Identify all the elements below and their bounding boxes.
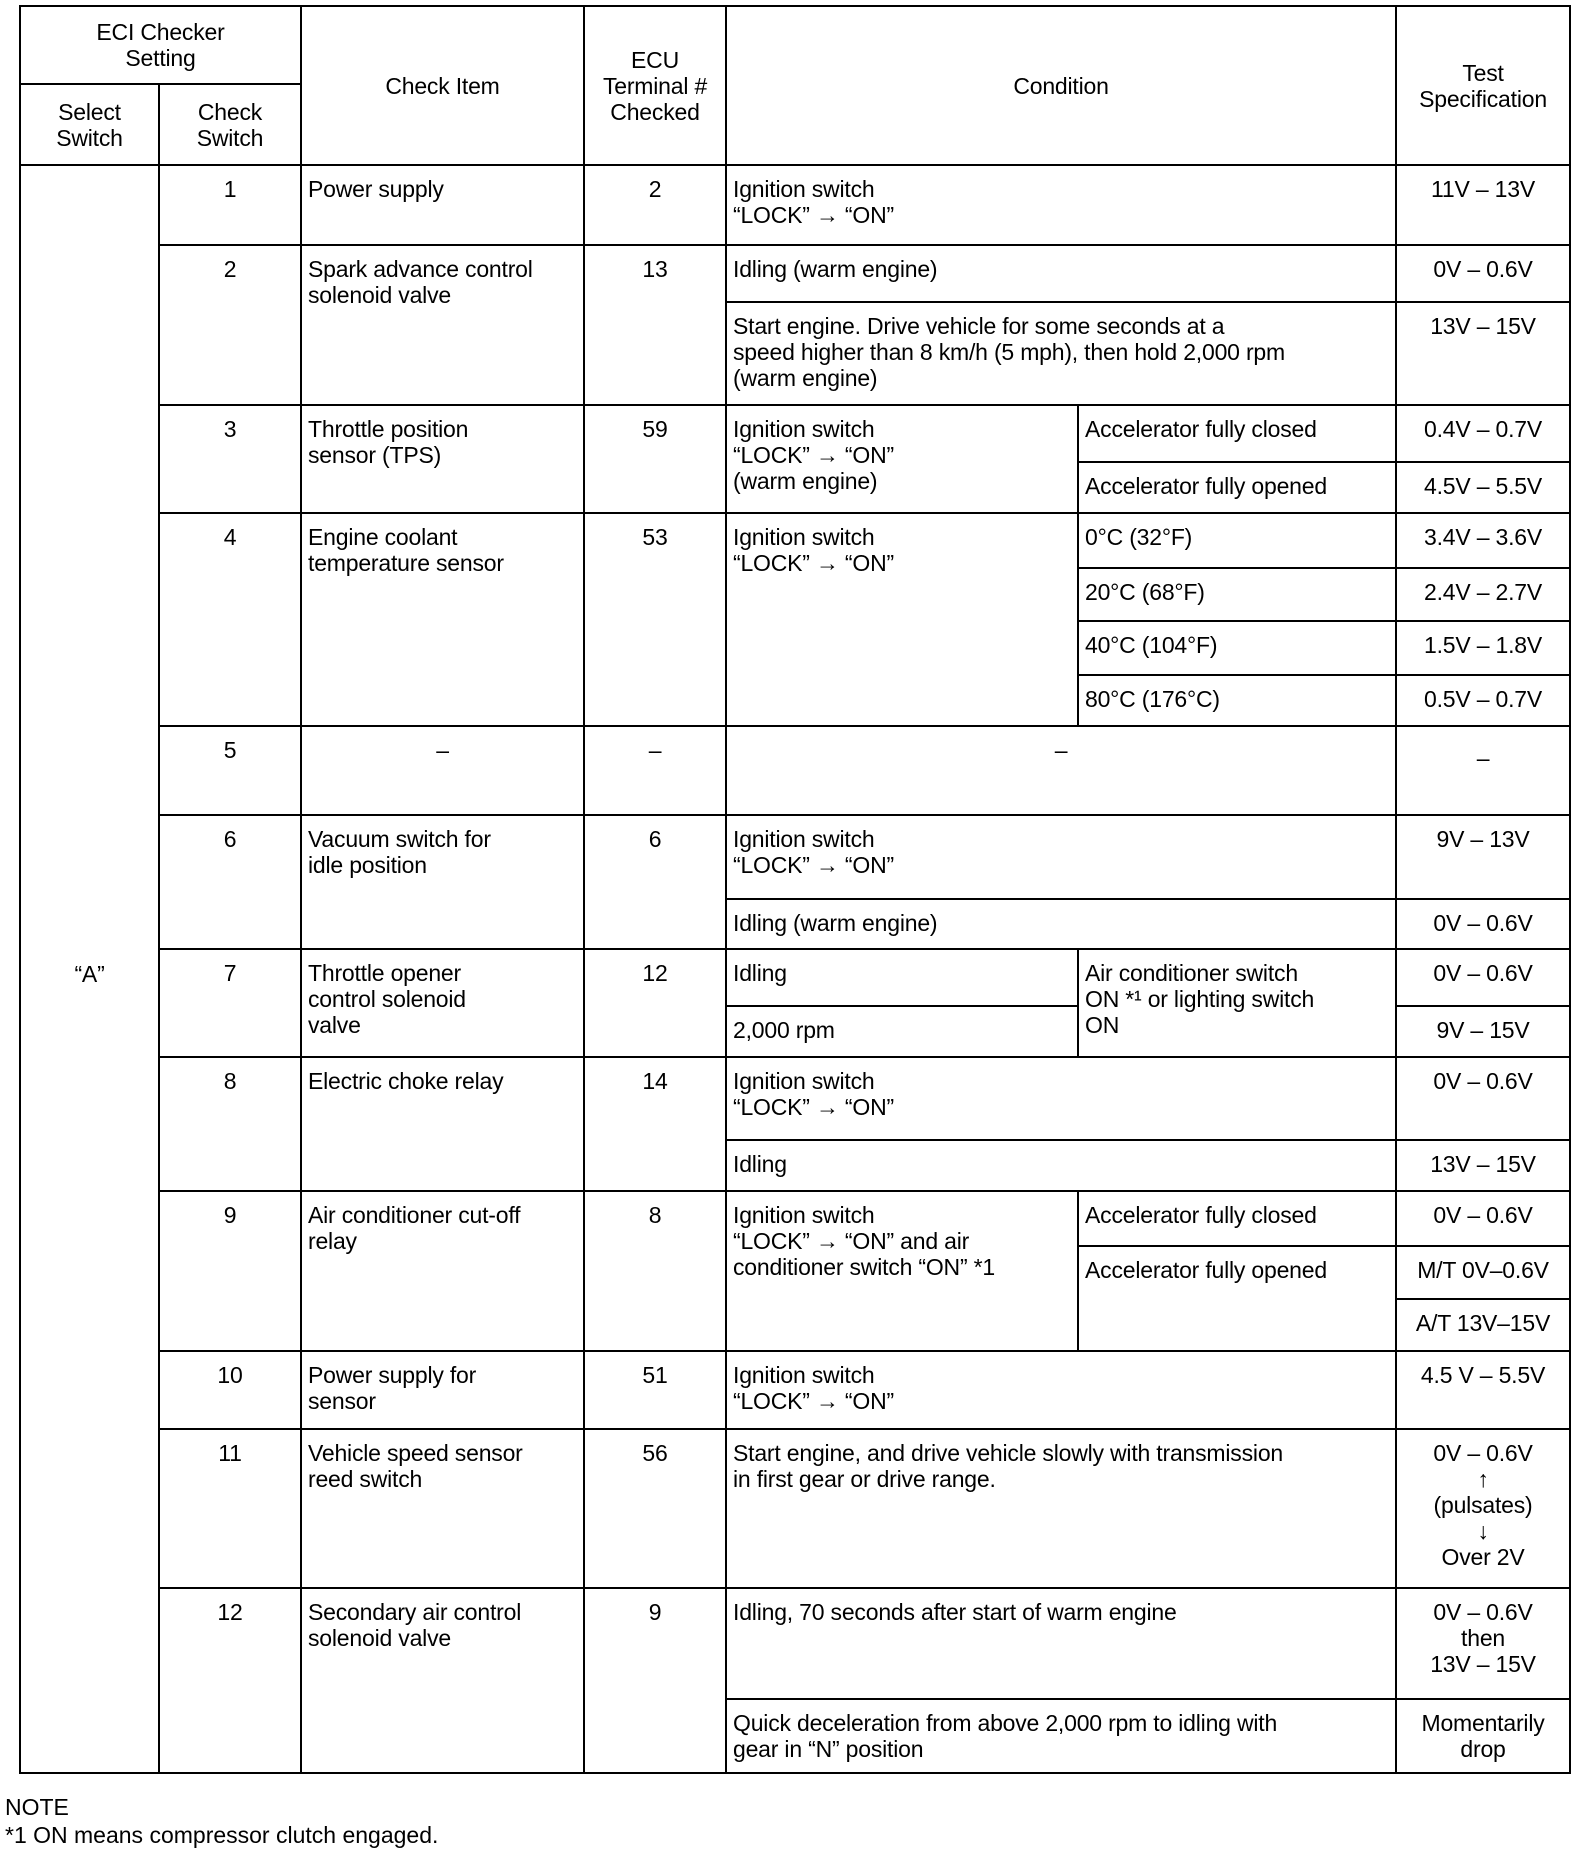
check-switch-no: 9	[159, 1191, 301, 1351]
table-row	[20, 726, 1570, 815]
check-item: Electric choke relay	[301, 1057, 584, 1191]
ecu-terminal: 51	[584, 1351, 726, 1429]
ecu-terminal: 12	[584, 949, 726, 1057]
test-spec: Momentarily drop	[1396, 1699, 1570, 1773]
check-switch-no: 3	[159, 405, 301, 513]
test-spec: 9V – 15V	[1396, 1006, 1570, 1057]
test-spec: –	[1396, 726, 1570, 815]
condition: Ignition switch “LOCK” → “ON”	[726, 1057, 1396, 1140]
test-spec: 13V – 15V	[1396, 1140, 1570, 1191]
test-spec: 0.5V – 0.7V	[1396, 675, 1570, 726]
table-row	[20, 1191, 1570, 1246]
header-condition: Condition	[726, 6, 1396, 165]
note-text: *1 ON means compressor clutch engaged.	[5, 1822, 439, 1848]
condition: Quick deceleration from above 2,000 rpm to idling with gear in “N” position	[726, 1699, 1396, 1773]
check-item: Secondary air control solenoid valve	[301, 1588, 584, 1773]
ecu-terminal: –	[584, 726, 726, 815]
table-row	[20, 815, 1570, 899]
ecu-terminal: 59	[584, 405, 726, 513]
test-spec: 2.4V – 2.7V	[1396, 568, 1570, 621]
check-switch-no: 7	[159, 949, 301, 1057]
check-item: –	[301, 726, 584, 815]
check-switch-no: 12	[159, 1588, 301, 1773]
condition: –	[726, 726, 1396, 815]
test-spec: 4.5 V – 5.5V	[1396, 1351, 1570, 1429]
check-item: Air conditioner cut-off relay	[301, 1191, 584, 1351]
check-item: Vehicle speed sensor reed switch	[301, 1429, 584, 1588]
test-spec: 0V – 0.6V ↑ (pulsates) ↓ Over 2V	[1396, 1429, 1570, 1588]
check-switch-no: 4	[159, 513, 301, 726]
sub-condition: 0°C (32°F)	[1078, 513, 1396, 568]
header-ecu-terminal: ECU Terminal # Checked	[584, 6, 726, 165]
check-item: Spark advance control solenoid valve	[301, 245, 584, 405]
check-switch-no: 11	[159, 1429, 301, 1588]
sub-condition: Accelerator fully opened	[1078, 1246, 1396, 1351]
sub-condition: 20°C (68°F)	[1078, 568, 1396, 621]
check-item: Power supply for sensor	[301, 1351, 584, 1429]
table-row	[20, 405, 1570, 462]
test-spec: 4.5V – 5.5V	[1396, 462, 1570, 513]
test-spec: 9V – 13V	[1396, 815, 1570, 899]
table-row	[20, 1429, 1570, 1588]
condition: Ignition switch “LOCK” → “ON” (warm engine)	[726, 405, 1078, 513]
test-spec: A/T 13V–15V	[1396, 1299, 1570, 1351]
note-title: NOTE	[5, 1794, 69, 1820]
table-row	[20, 165, 1570, 245]
header-check-switch: Check Switch	[159, 84, 301, 165]
sub-condition: 40°C (104°F)	[1078, 621, 1396, 675]
condition: Start engine, and drive vehicle slowly with transmission in first gear or drive range.	[726, 1429, 1396, 1588]
ecu-terminal: 56	[584, 1429, 726, 1588]
test-spec: 0V – 0.6V	[1396, 1191, 1570, 1246]
test-spec: 0V – 0.6V	[1396, 949, 1570, 1006]
check-switch-no: 5	[159, 726, 301, 815]
check-item: Throttle position sensor (TPS)	[301, 405, 584, 513]
condition: 2,000 rpm	[726, 1006, 1078, 1057]
select-switch-value: “A”	[20, 165, 159, 1773]
ecu-terminal: 9	[584, 1588, 726, 1773]
header-eci-setting: ECI Checker Setting	[20, 6, 301, 84]
condition: Ignition switch “LOCK” → “ON”	[726, 165, 1396, 245]
condition: Ignition switch “LOCK” → “ON”	[726, 513, 1078, 726]
condition: Idling (warm engine)	[726, 899, 1396, 949]
table-row	[20, 513, 1570, 568]
condition: Idling	[726, 949, 1078, 1006]
sub-condition: Air conditioner switch ON *¹ or lighting switch ON	[1078, 949, 1396, 1057]
test-spec: 11V – 13V	[1396, 165, 1570, 245]
check-switch-no: 8	[159, 1057, 301, 1191]
condition: Ignition switch “LOCK” → “ON”	[726, 815, 1396, 899]
check-item: Throttle opener control solenoid valve	[301, 949, 584, 1057]
condition: Ignition switch “LOCK” → “ON” and air conditioner switch “ON” *1	[726, 1191, 1078, 1351]
check-switch-no: 1	[159, 165, 301, 245]
condition: Ignition switch “LOCK” → “ON”	[726, 1351, 1396, 1429]
test-spec: 13V – 15V	[1396, 302, 1570, 405]
sub-condition: Accelerator fully closed	[1078, 1191, 1396, 1246]
table-row	[20, 1588, 1570, 1699]
condition: Idling	[726, 1140, 1396, 1191]
table-row	[20, 949, 1570, 1006]
condition: Start engine. Drive vehicle for some seconds at a speed higher than 8 km/h (5 mph), then hold 2,000 rpm (warm engine)	[726, 302, 1396, 405]
sub-condition: Accelerator fully closed	[1078, 405, 1396, 462]
test-spec: 0.4V – 0.7V	[1396, 405, 1570, 462]
ecu-terminal: 6	[584, 815, 726, 949]
check-item: Power supply	[301, 165, 584, 245]
test-spec: 0V – 0.6V	[1396, 245, 1570, 302]
check-switch-no: 10	[159, 1351, 301, 1429]
condition: Idling, 70 seconds after start of warm engine	[726, 1588, 1396, 1699]
ecu-terminal: 8	[584, 1191, 726, 1351]
header-check-item: Check Item	[301, 6, 584, 165]
header-test-spec: Test Specification	[1396, 6, 1570, 165]
ecu-terminal: 14	[584, 1057, 726, 1191]
test-spec: 0V – 0.6V	[1396, 1057, 1570, 1140]
table-row	[20, 1057, 1570, 1140]
header-select-switch: Select Switch	[20, 84, 159, 165]
check-item: Engine coolant temperature sensor	[301, 513, 584, 726]
ecu-terminal: 53	[584, 513, 726, 726]
check-switch-no: 6	[159, 815, 301, 949]
condition: Idling (warm engine)	[726, 245, 1396, 302]
ecu-terminal: 13	[584, 245, 726, 405]
test-spec: 3.4V – 3.6V	[1396, 513, 1570, 568]
test-spec: 0V – 0.6V then 13V – 15V	[1396, 1588, 1570, 1699]
eci-checker-table	[19, 5, 1571, 1774]
test-spec: M/T 0V–0.6V	[1396, 1246, 1570, 1299]
table-row	[20, 245, 1570, 302]
sub-condition: Accelerator fully opened	[1078, 462, 1396, 513]
table-row	[20, 1351, 1570, 1429]
test-spec: 1.5V – 1.8V	[1396, 621, 1570, 675]
note	[5, 1793, 438, 1849]
check-item: Vacuum switch for idle position	[301, 815, 584, 949]
sub-condition: 80°C (176°C)	[1078, 675, 1396, 726]
ecu-terminal: 2	[584, 165, 726, 245]
check-switch-no: 2	[159, 245, 301, 405]
test-spec: 0V – 0.6V	[1396, 899, 1570, 949]
